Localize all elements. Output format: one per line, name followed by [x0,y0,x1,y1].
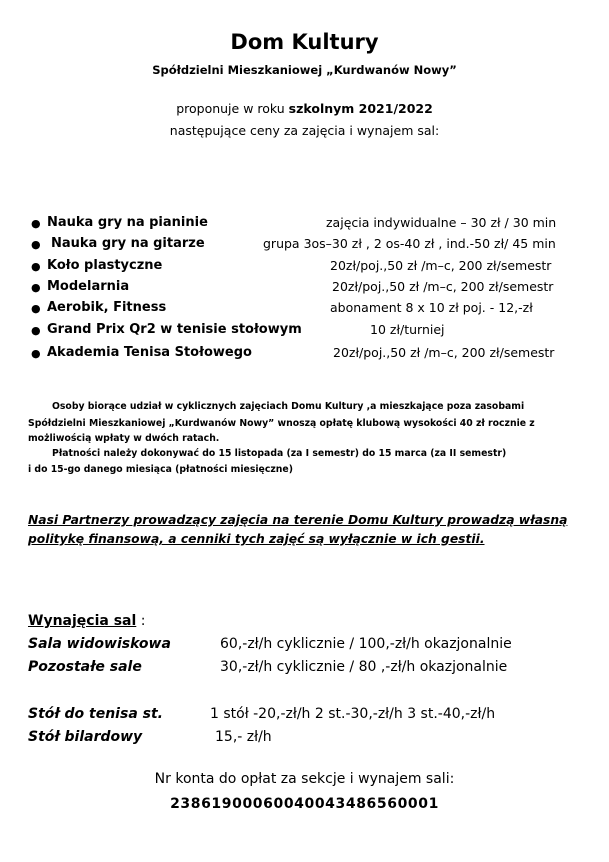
offer-name: Modelarnia [47,279,130,294]
rental-label: Pozostałe sale [28,659,142,675]
rental-label: Stół do tenisa st. [28,706,163,722]
intro-line-1 [0,101,609,116]
offer-item [0,322,609,342]
bullet-icon: ● [31,324,41,337]
rental-price: 15,- zł/h [215,729,272,745]
offer-name: Koło plastyczne [47,258,163,273]
offer-item [0,215,609,235]
offer-item [0,236,609,256]
bullet-icon: ● [31,302,41,315]
offer-name: Nauka gry na pianinie [47,215,208,230]
rental-row [0,729,609,749]
bullet-icon: ● [31,217,41,230]
rental-price: 30,-zł/h cyklicznie / 80 ,-zł/h okazjonalnie [220,659,508,675]
offer-price: 20zł/poj.,50 zł /m–c, 200 zł/semestr [332,279,554,294]
rental-price: 1 stół -20,-zł/h 2 st.-30,-zł/h 3 st.-40,-zł/h [210,706,496,722]
offer-price: 20zł/poj.,50 zł /m–c, 200 zł/semestr [330,258,552,273]
offer-price: 10 zł/turniej [370,322,445,337]
offer-item [0,300,609,320]
account-number: 23861900060040043486560001 [170,796,439,812]
rental-heading [28,613,145,629]
rental-row [0,636,609,656]
page-subtitle: Spółdzielni Mieszkaniowej „Kurdwanów Nowy” [152,63,457,77]
page-title: Dom Kultury [230,30,379,54]
offer-name: Nauka gry na gitarze [51,236,205,251]
offer-item [0,279,609,299]
offer-name: Akademia Tenisa Stołowego [47,345,252,360]
school-year: szkolnym 2021/2022 [288,101,433,116]
rental-row [0,659,609,679]
payment-note: i do 15-go danego miesiąca (płatności miesięczne) [28,464,293,475]
partners-note: Nasi Partnerzy prowadzący zajęcia na terenie Domu Kultury prowadzą własną [28,513,568,527]
rental-price: 60,-zł/h cyklicznie / 100,-zł/h okazjonalnie [220,636,512,652]
bullet-icon: ● [31,238,41,251]
bullet-icon: ● [31,281,41,294]
intro-text: proponuje w roku [176,101,289,116]
offer-item [0,258,609,278]
offer-name: Aerobik, Fitness [47,300,167,315]
partners-note: politykę finansową, a cenniki tych zajęć są wyłącznie w ich gestii. [28,532,485,546]
rental-heading-suffix: : [136,613,146,629]
offer-item [0,345,609,365]
membership-note: Osoby biorące udział w cyklicznych zajęciach Domu Kultury ,a mieszkające poza zasobami [52,401,525,412]
intro-line-2: następujące ceny za zajęcia i wynajem sal: [169,123,440,138]
offer-name: Grand Prix Qr2 w tenisie stołowym [47,322,302,337]
bullet-icon: ● [31,260,41,273]
rental-label: Sala widowiskowa [28,636,171,652]
rental-heading-label: Wynajęcia sal [28,613,137,629]
offer-price: grupa 3os–30 zł , 2 os-40 zł , ind.-50 zł/ 45 min [263,236,556,251]
offer-price: zajęcia indywidualne – 30 zł / 30 min [326,215,557,230]
membership-note: możliwością wpłaty w dwóch ratach. [28,433,220,444]
bullet-icon: ● [31,347,41,360]
membership-note: Spółdzielni Mieszkaniowej „Kurdwanów Nowy” wnoszą opłatę klubową wysokości 40 zł rocznie z [28,418,535,429]
rental-label: Stół bilardowy [28,729,143,745]
offer-price: 20zł/poj.,50 zł /m–c, 200 zł/semestr [333,345,555,360]
payment-note: Płatności należy dokonywać do 15 listopada (za I semestr) do 15 marca (za II semestr) [52,448,507,459]
offer-price: abonament 8 x 10 zł poj. - 12,-zł [330,300,533,315]
account-label: Nr konta do opłat za sekcje i wynajem sali: [154,771,455,787]
rental-row [0,706,609,726]
